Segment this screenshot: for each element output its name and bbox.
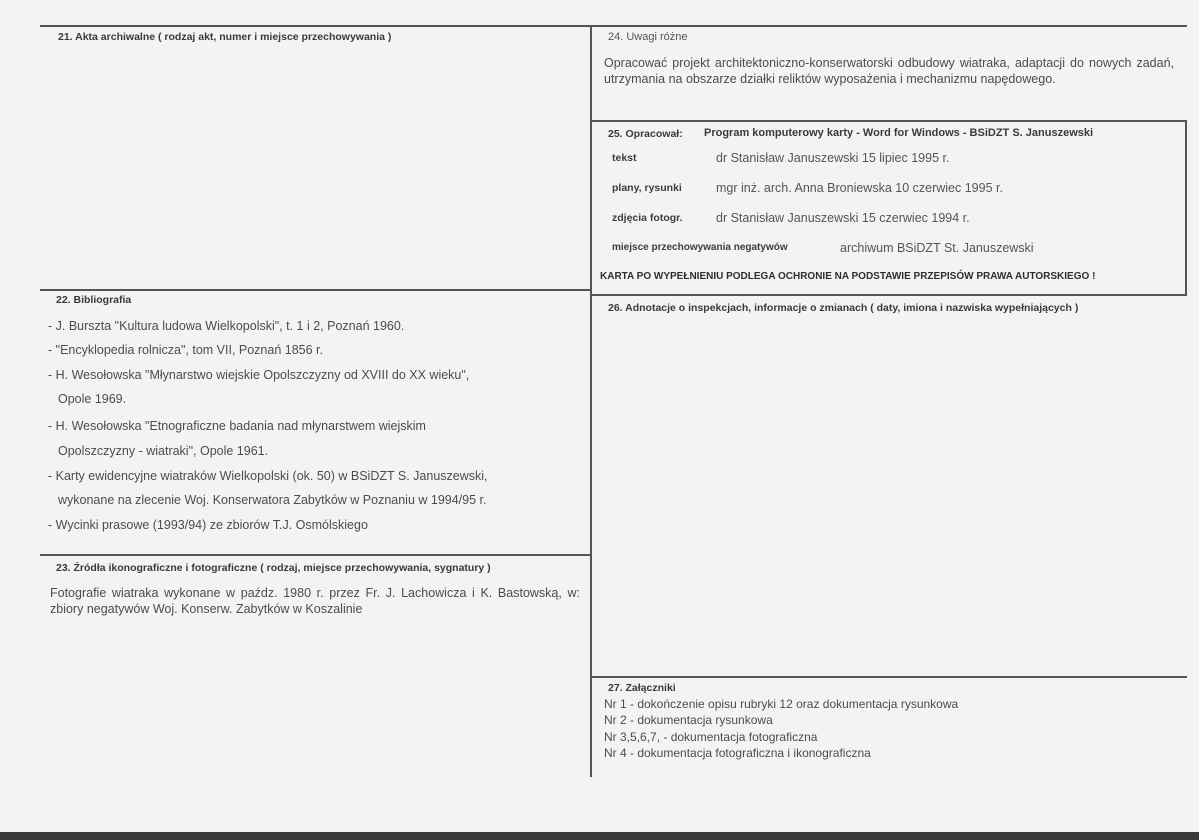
attachment-line: Nr 1 - dokończenie opisu rubryki 12 oraz dokumentacja rysunkowa — [604, 697, 959, 711]
divider-24-25 — [592, 120, 1187, 122]
author-label-plans: plany, rysunki — [612, 182, 682, 194]
section-25-program: Program komputerowy karty - Word for Windows - BSiDZT S. Januszewski — [704, 127, 1094, 139]
section-22-title: 22. Bibliografia — [56, 294, 132, 306]
author-value-photos: dr Stanisław Januszewski 15 czerwiec 1994 r. — [716, 211, 970, 225]
bibliography-line: - J. Burszta "Kultura ludowa Wielkopolski", t. 1 i 2, Poznań 1960. — [48, 319, 405, 333]
author-value-negatives: archiwum BSiDZT St. Januszewski — [840, 241, 1034, 255]
author-value-plans: mgr inż. arch. Anna Broniewska 10 czerwiec 1995 r. — [716, 181, 1003, 195]
bottom-edge-shadow — [0, 832, 1199, 840]
author-label-text: tekst — [612, 152, 637, 164]
bibliography-line: Opolszczyzny - wiatraki", Opole 1961. — [58, 444, 269, 458]
section-25-title: 25. Opracował: — [608, 128, 683, 140]
section-21-title: 21. Akta archiwalne ( rodzaj akt, numer i miejsce przechowywania ) — [58, 31, 392, 43]
divider-22-23 — [40, 554, 592, 556]
bibliography-line: - Karty ewidencyjne wiatraków Wielkopolski (ok. 50) w BSiDZT S. Januszewski, — [48, 469, 488, 483]
top-border-right — [592, 25, 1187, 27]
section-26-title: 26. Adnotacje o inspekcjach, informacje o zmianach ( daty, imiona i nazwiska wypełniających ) — [608, 302, 1079, 314]
bibliography-line: - H. Wesołowska "Młynarstwo wiejskie Opolszczyzny od XVIII do XX wieku", — [48, 368, 470, 382]
attachment-line: Nr 3,5,6,7, - dokumentacja fotograficzna — [604, 730, 818, 744]
attachment-line: Nr 4 - dokumentacja fotograficzna i ikonograficzna — [604, 746, 871, 760]
bibliography-line: wykonane na zlecenie Woj. Konserwatora Zabytków w Poznaniu w 1994/95 r. — [58, 493, 487, 507]
author-label-negatives: miejsce przechowywania negatywów — [612, 242, 788, 253]
divider-26-27 — [592, 676, 1187, 678]
section-23-title: 23. Źródła ikonograficzne i fotograficzne ( rodzaj, miejsce przechowywania, sygnatury ) — [56, 562, 491, 574]
section-24-title: 24. Uwagi różne — [608, 31, 688, 43]
author-label-photos: zdjęcia fotogr. — [612, 212, 683, 224]
section-27-title: 27. Załączniki — [608, 682, 676, 694]
section-24-text: Opracować projekt architektoniczno-konserwatorski odbudowy wiatraka, adaptacji do nowych zadań, utrzymania na obszarze działki reliktów wyposażenia i mechanizmu napędowego. — [604, 56, 1174, 86]
section-23-text: Fotografie wiatraka wykonane w paźdz. 1980 r. przez Fr. J. Lachowicza i K. Bastowską, w: zbiory negatywów Woj. Konserw. Zabytków w Koszalinie — [50, 586, 580, 616]
author-value-text: dr Stanisław Januszewski 15 lipiec 1995 r. — [716, 151, 950, 165]
top-border-left — [40, 25, 592, 27]
right-border — [1185, 120, 1187, 296]
copyright-warning: KARTA PO WYPEŁNIENIU PODLEGA OCHRONIE NA PODSTAWIE PRZEPISÓW PRAWA AUTORSKIEGO ! — [600, 271, 1096, 282]
attachment-line: Nr 2 - dokumentacja rysunkowa — [604, 713, 773, 727]
bibliography-line: - "Encyklopedia rolnicza", tom VII, Poznań 1856 r. — [48, 343, 323, 357]
center-divider — [590, 25, 592, 777]
bibliography-line: - H. Wesołowska "Etnograficzne badania nad młynarstwem wiejskim — [48, 419, 426, 433]
bibliography-line: - Wycinki prasowe (1993/94) ze zbiorów T.J. Osmólskiego — [48, 518, 368, 532]
bibliography-line: Opole 1969. — [58, 392, 127, 406]
divider-21-22 — [40, 289, 592, 291]
divider-25-26 — [592, 294, 1187, 296]
